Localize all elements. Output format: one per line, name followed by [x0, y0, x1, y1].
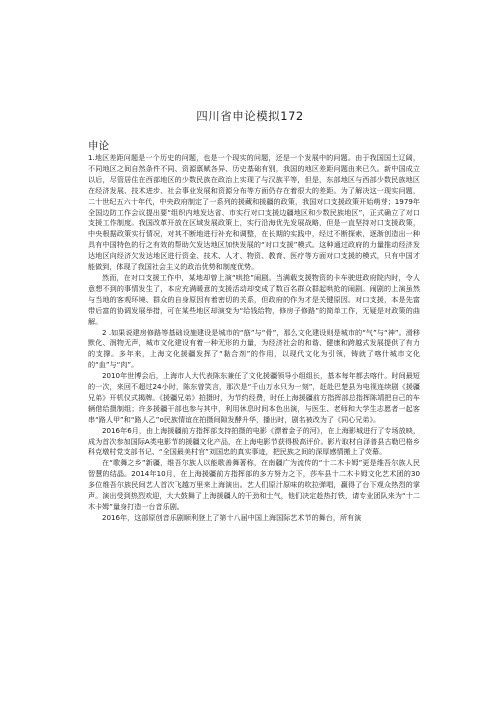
section-heading: 申论	[88, 140, 109, 152]
paragraph: 2010年世博会后，上海市人大代表陈东兼任了文化援疆领导小组组长，基本每年都去喀什。时间最短的一次，来回不超过24小时，陈东曾笑言，那次是“千山万水只为一刻”，赶赴巴楚县为电视连续剧《援疆兄弟》开机仪式揭牌。《援疆兄弟》拍摄时，为节约经费，时任上海援疆前方指挥部总指挥陈靖把自己的车辆借给摄制组；许多援疆干部也参与其中，利用休息时间本色出演，与医生、老师和大学生志愿者一起客串“路人甲”和“路人乙”o民族情谊在拍摄间隙发酵升华，播出时，剧名被改为了《同心兄弟》。	[88, 371, 420, 424]
paragraph: 2016年6月，由上海援疆前方指挥部支持拍摄的电影《漂着金子的河》，在上海影城进行了专场放映，成为首次参加国际A类电影节的援疆文化产品，在上海电影节获得极高评价。影片取材自泽普县古勒巴格乡科克墩村党支部书记、“全国最美村官”刘国忠的真实事迹，把民族之间的深厚感情搬上了荧幕。	[88, 425, 420, 457]
document-body	[88, 153, 420, 524]
page-title: 四川省申论模拟172	[196, 109, 304, 123]
paragraph: 2 .如果说建房修路等基础设施建设是城市的“筋”与“骨”，那么文化建设则是城市的“气”与“神”。滑移默化、润物无声，城市文化建设有着一种无形的力量，为经济社会的和谐、健康和跨越式发展提供了有力的支撑。多年来，上海文化援疆发挥了“黏合剂”的作用，以现代文化为引领，铸就了喀什城市文化的“血”与“肉”。	[88, 327, 420, 370]
paragraph: 1.地区差距问题是一个历史的问题，也是一个现实的问题，还是一个发展中的问题。由于我国国土辽阔，不同地区之间自然条件不同、资源禀赋各异、历史基础有别，我国的地区差距问题由来已久。新中国成立以后，尽管居住在西部地区的少数民族在政治上实现了与汉族平等，但是，东部地区与西部少数民族地区在经济发展、技术进步、社会事业发展和资源分布等方面仍存在着很大的差距。为了解决这一现实问题，二十世纪五六十年代，中央政府制定了一系列的援藏和援疆的政策，我国对口支援政策开始萌芽；1979年全国边防工作会议提出要“组织内地发达省、市实行对口支援边疆地区和少数民族地区”，正式确立了对口支援工作制度。我国改革开放在区域发展政策上，实行沿海优先发展战略，但是一直坚持对口支援政策，中央根据政策实行情况，对其不断地进行补充和调整，在长期的实践中，经过不断探索，逐渐创造出一种具有中国特色的行之有效的帮助欠发达地区加快发展的“对口支援”模式。这种通过政府的力量推动经济发达地区向经济欠发达地区进行资金、技术、人才、物资、教育、医疗等方面对口支援的模式，只有中国才能做到，体现了我国社会主义的政治优势和制度优势。	[88, 153, 420, 272]
paragraph: 在“歌舞之乡”新疆，维吾尔族人以能歌善舞著称，在南疆广为流传的“十二木卡姆”更是维吾尔族人民智慧的结晶。2014年10月，在上海援疆前方指挥部的多方努力之下，莎车县十二木卡姆文化艺术团的30多位维吾尔族民间艺人首次飞越万里来上海演出。艺人们原汁原味的吹拉弹唱，赢得了台下观众热烈的掌声。演出受到热烈欢迎，大大鼓舞了上海援疆人的干劲和士气，他们决定趁热打铁，请专业团队来为“十二木卡姆”量身打造一台音乐剧。	[88, 458, 420, 511]
paragraph: 然而，在对口支援工作中，某地却曾上演“哄抢”闹剧。当满载支援物资的卡车驶进政府院内时，令人意想不到的事情发生了，本应充满暖意的支援活动却变成了数百名群众群起哄抢的闹剧。闹剧的上演虽然与当地的客观环境、群众的自身原因有着密切的关系，但政府的作为才是关键原因。对口支援，本是先富带后富的协调发展举措，可在某些地区却演变为“给钱给物，修房子修路”的简单工作，无疑是对政策的曲解。	[88, 272, 420, 326]
paragraph: 2016年，这部原创音乐剧顺利登上了第十八届中国上海国际艺术节的舞台，所有演	[102, 512, 362, 522]
